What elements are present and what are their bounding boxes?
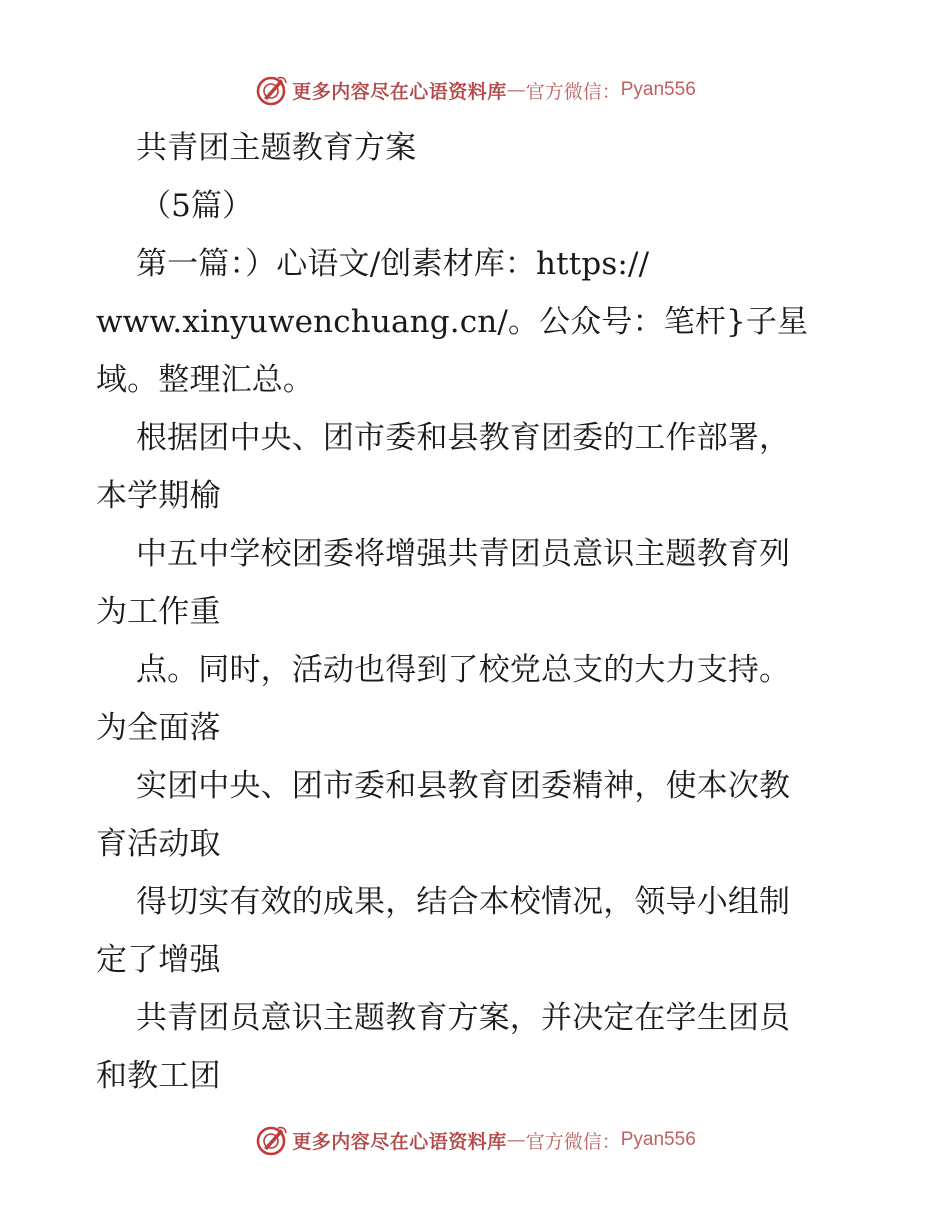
paragraph-line: 共青团员意识主题教育方案，并决定在学生团员 — [136, 1000, 791, 1036]
paragraph-line: 和教工团 — [96, 1058, 221, 1094]
banner-brand-text: 更多内容尽在心语资料库 — [292, 80, 507, 103]
paragraph-line: 育活动取 — [96, 826, 221, 862]
banner-dash: — — [506, 1129, 526, 1151]
banner-wechat-label: 官方微信： — [525, 1130, 621, 1153]
quill-logo-icon — [254, 1123, 288, 1157]
paragraph-line: 点。同时，活动也得到了校党总支的大力支持。 — [136, 652, 791, 688]
paragraph-line: 中五中学校团委将增强共青团员意识主题教育列 — [136, 536, 791, 572]
banner-wechat-id: Pyan556 — [620, 79, 696, 100]
paragraph-line: 为全面落 — [96, 710, 221, 746]
banner-wechat-label: 官方微信： — [525, 80, 621, 103]
quill-logo-icon — [254, 73, 288, 107]
paragraph-line: 第一篇：）心语文/创素材库：https:// — [136, 246, 650, 282]
banner-brand-text: 更多内容尽在心语资料库 — [292, 1130, 507, 1153]
paragraph-line: 根据团中央、团市委和县教育团委的工作部署， — [136, 420, 791, 456]
footer-banner — [0, 1120, 950, 1160]
banner-dash: — — [506, 79, 526, 101]
paragraph-line: 定了增强 — [96, 942, 221, 978]
paragraph-line: 得切实有效的成果，结合本校情况，领导小组制 — [136, 884, 791, 920]
paragraph-line: 本学期榆 — [96, 478, 221, 514]
document-body — [96, 119, 856, 1105]
banner-wechat-id: Pyan556 — [620, 1129, 696, 1150]
paragraph-line: 域。整理汇总。 — [96, 362, 315, 398]
paragraph-line: 实团中央、团市委和县教育团委精神，使本次教 — [136, 768, 791, 804]
document-title: 共青团主题教育方案 — [136, 130, 417, 166]
header-banner — [0, 70, 950, 110]
document-subtitle: （5篇） — [140, 188, 254, 224]
paragraph-line: www.xinyuwenchuang.cn/。公众号：笔杆}子星 — [96, 304, 809, 340]
paragraph-line: 为工作重 — [96, 594, 221, 630]
